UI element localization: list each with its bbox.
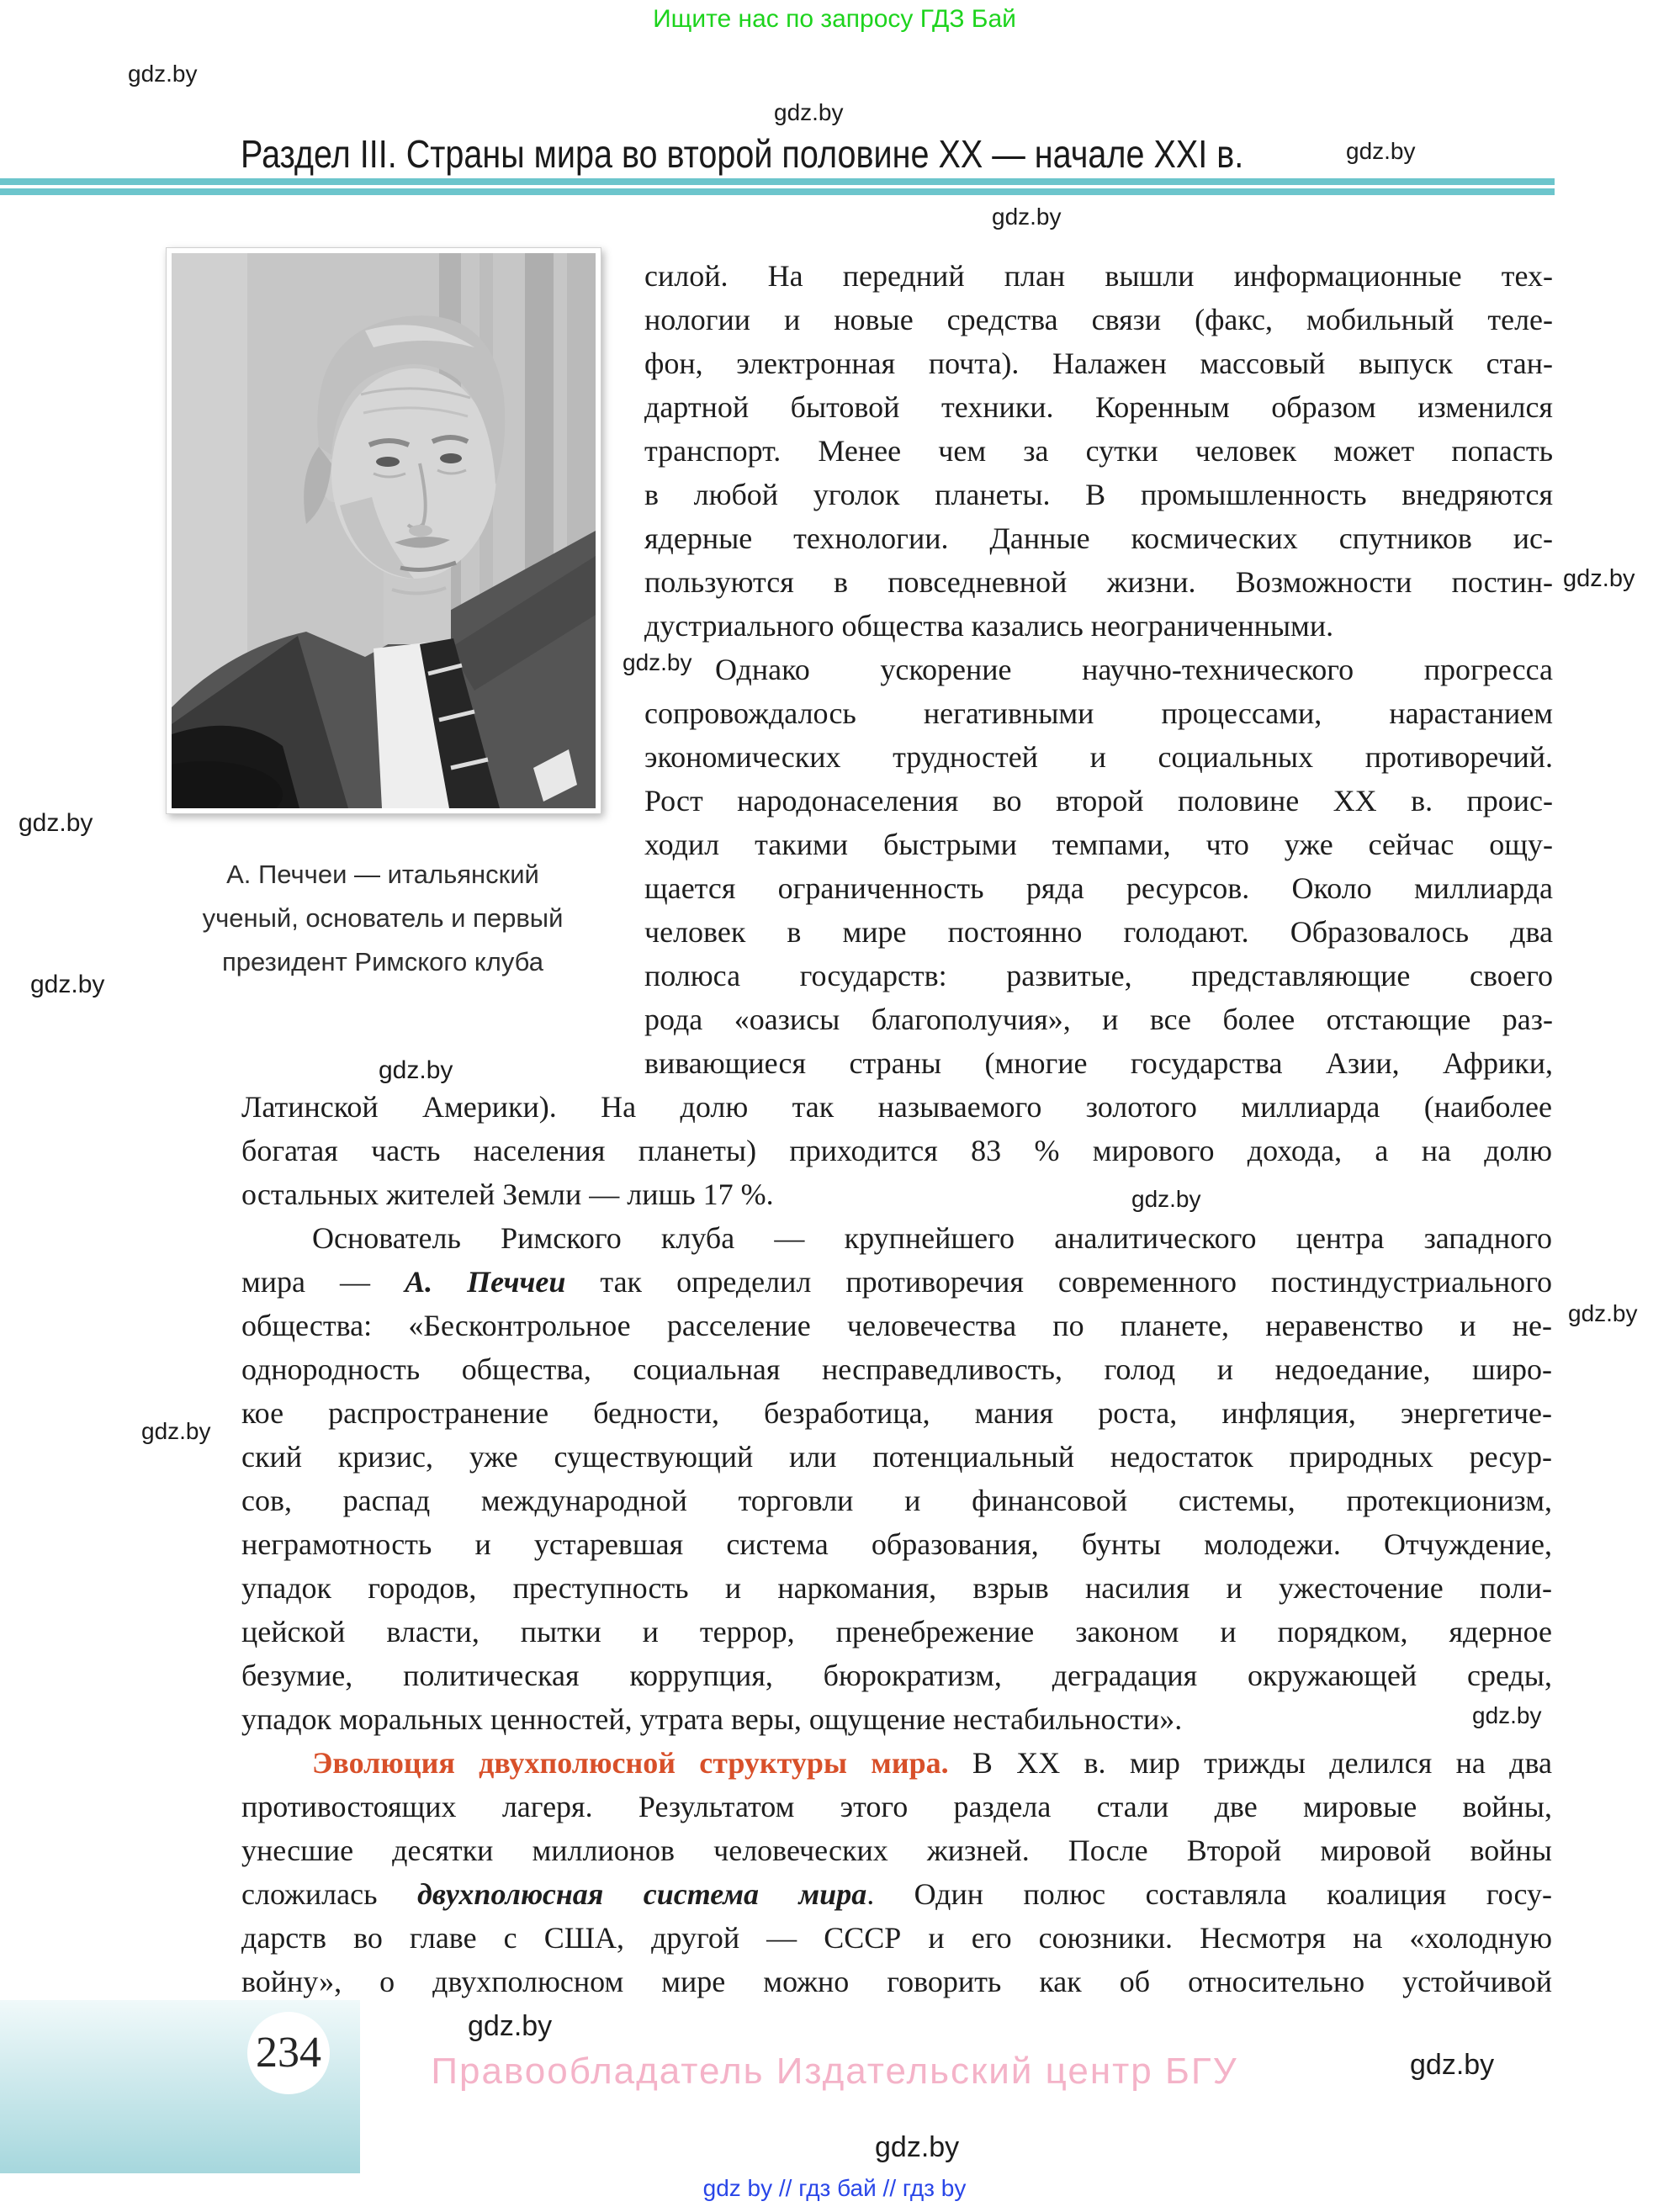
text-segment: фон, электронная почта). Налажен массовый выпуск стан- <box>644 347 1553 380</box>
gdz-watermark: gdz.by <box>992 204 1062 230</box>
text-segment: вивающиеся страны (многие государства Азии, Африки, <box>644 1046 1553 1080</box>
text-line <box>644 254 1553 298</box>
promo-banner: Ищите нас по запросу ГДЗ Бай <box>653 5 1016 33</box>
text-segment: общества: «Бесконтрольное расселение человечества по планете, неравенство и не- <box>241 1309 1552 1342</box>
text-segment: Латинской Америки). На долю так называемого золотого миллиарда (наиболее <box>241 1090 1552 1124</box>
text-segment: нологии и новые средства связи (факс, мобильный теле- <box>644 303 1553 336</box>
text-segment: неграмотность и устаревшая система образования, бунты молодежи. Отчуждение, <box>241 1527 1552 1561</box>
text-line <box>644 604 1553 648</box>
text-segment: пользуются в повседневной жизни. Возможности постин- <box>644 565 1553 599</box>
text-segment: упадок городов, преступность и наркомания, взрыв насилия и ужесточение поли- <box>241 1571 1552 1605</box>
text-line <box>241 1785 1552 1828</box>
text-segment: ходил такими быстрыми темпами, что уже сейчас ощу- <box>644 828 1553 861</box>
text-line <box>241 1216 1552 1260</box>
text-line <box>241 1741 1552 1785</box>
photo-caption-line: А. Печчеи — итальянский <box>226 860 539 889</box>
text-segment: безумие, политическая коррупция, бюрократизм, деградация окружающей среды, <box>241 1659 1552 1692</box>
gdz-watermark: gdz.by <box>623 649 692 675</box>
text-line <box>241 1172 1552 1216</box>
text-segment: дарств во главе с США, другой — СССР и его союзники. Несмотря на «холодную <box>241 1921 1552 1955</box>
text-segment: войну», о двухполюсном мире можно говорить как об относительно устойчивой <box>241 1965 1552 1998</box>
gdz-watermark: gdz.by <box>30 971 105 998</box>
text-line <box>241 1085 1552 1129</box>
text-segment: экономических трудностей и социальных противоречий. <box>644 740 1553 774</box>
portrait-illustration <box>172 253 596 808</box>
portrait-photo <box>166 247 601 814</box>
copyright-notice: Правообладатель Издательский центр БГУ <box>431 2051 1238 2092</box>
text-segment: противостоящих лагеря. Результатом этого раздела стали две мировые войны, <box>241 1790 1552 1823</box>
text-segment: А. Печчеи <box>405 1265 566 1299</box>
text-line <box>241 1304 1552 1347</box>
text-line <box>241 1916 1552 1960</box>
text-segment: сопровождалось негативными процессами, нарастанием <box>644 696 1553 730</box>
text-segment: так определил противоречия современного постиндустриального <box>565 1265 1552 1299</box>
gdz-watermark: gdz.by <box>128 61 198 87</box>
text-line <box>241 1960 1552 2003</box>
text-line <box>644 648 1553 691</box>
text-line <box>241 1347 1552 1391</box>
text-line <box>644 910 1553 954</box>
text-segment: двухполюсная система мира <box>416 1877 867 1911</box>
text-segment: щается ограниченность ряда ресурсов. Около миллиарда <box>644 871 1553 905</box>
text-segment: однородность общества, социальная несправедливость, голод и недоедание, широ- <box>241 1352 1552 1386</box>
text-segment: ский кризис, уже существующий или потенциальный недостаток природных ресур- <box>241 1440 1552 1474</box>
text-segment: Однако ускорение научно-технического прогресса <box>715 653 1553 686</box>
text-segment: цейской власти, пытки и террор, пренебрежение законом и порядком, ядерное <box>241 1615 1552 1648</box>
text-segment: унесшие десятки миллионов человеческих жизней. После Второй мировой войны <box>241 1834 1552 1867</box>
text-line <box>241 1391 1552 1435</box>
photo-caption-line: ученый, основатель и первый <box>202 903 564 933</box>
text-line <box>241 1697 1552 1741</box>
text-line <box>241 1610 1552 1654</box>
photo-caption-line: президент Римского клуба <box>222 947 543 976</box>
paragraph-heading: Эволюция двухполюсной структуры мира. <box>312 1746 949 1780</box>
text-segment: мира — <box>241 1265 405 1299</box>
text-line <box>241 1828 1552 1872</box>
text-segment: остальных жителей Земли — лишь 17 %. <box>241 1177 774 1211</box>
text-line <box>241 1872 1552 1916</box>
text-line <box>644 735 1553 779</box>
text-segment: богатая часть населения планеты) приходится 83 % мирового дохода, а на долю <box>241 1134 1552 1167</box>
text-segment: рода «оазисы благополучия», и все более отстающие раз- <box>644 1003 1553 1036</box>
text-segment: В XX в. мир трижды делился на два <box>948 1746 1552 1780</box>
gdz-watermark: gdz.by <box>379 1056 453 1084</box>
text-segment: сложилась <box>241 1877 417 1911</box>
gdz-watermark: gdz.by <box>774 99 844 125</box>
text-line <box>644 385 1553 429</box>
gdz-watermark: gdz.by <box>1472 1702 1542 1728</box>
photo-caption <box>157 853 608 984</box>
gdz-watermark: gdz.by <box>1410 2049 1495 2081</box>
text-segment: Основатель Римского клуба — крупнейшего аналитического центра западного <box>312 1221 1552 1255</box>
text-segment: упадок моральных ценностей, утрата веры, ощущение нестабильности». <box>241 1702 1183 1736</box>
gdz-watermark: gdz.by <box>19 809 93 837</box>
gdz-watermark: gdz.by <box>468 2010 553 2042</box>
text-segment: дартной бытовой техники. Коренным образом изменился <box>644 390 1553 424</box>
text-line <box>241 1129 1552 1172</box>
text-line <box>644 473 1553 516</box>
text-line <box>644 298 1553 341</box>
text-line <box>241 1566 1552 1610</box>
text-line <box>644 691 1553 735</box>
text-segment: полюса государств: развитые, представляющие своего <box>644 959 1553 992</box>
gdz-watermark: gdz.by <box>141 1418 211 1444</box>
text-line <box>644 1041 1553 1085</box>
text-line <box>644 823 1553 866</box>
text-segment: силой. На передний план вышли информационные тех- <box>644 259 1553 293</box>
text-segment: дустриального общества казались неограниченными. <box>644 609 1334 643</box>
text-line <box>241 1479 1552 1522</box>
text-line <box>644 866 1553 910</box>
text-segment: человек в мире постоянно голодают. Образовалось два <box>644 915 1553 949</box>
divider-line-bottom <box>0 188 1555 195</box>
text-segment: сов, распад международной торговли и финансовой системы, протекционизм, <box>241 1484 1552 1517</box>
text-line <box>644 954 1553 998</box>
body-text-full-width <box>241 1085 1552 2003</box>
gdz-watermark: gdz.by <box>1563 565 1635 592</box>
text-line <box>241 1260 1552 1304</box>
text-line <box>644 429 1553 473</box>
text-line <box>644 998 1553 1041</box>
text-line <box>241 1435 1552 1479</box>
text-line <box>644 779 1553 823</box>
text-line <box>644 341 1553 385</box>
text-segment: . Один полюс составляла коалиция госу- <box>866 1877 1552 1911</box>
gdz-watermark: gdz.by <box>1346 138 1416 164</box>
text-segment: Рост народонаселения во второй половине XX в. проис- <box>644 784 1553 818</box>
text-segment: кое распространение бедности, безработица, мания роста, инфляция, энергетиче- <box>241 1396 1552 1430</box>
text-segment: транспорт. Менее чем за сутки человек может попасть <box>644 434 1553 468</box>
divider-line-top <box>0 178 1555 185</box>
footer-links[interactable]: gdz by // гдз бай // гдз by <box>702 2175 967 2201</box>
text-line <box>644 516 1553 560</box>
gdz-watermark: gdz.by <box>875 2131 960 2163</box>
body-text-column <box>644 254 1553 1085</box>
text-line <box>241 1654 1552 1697</box>
gdz-watermark: gdz.by <box>1568 1300 1638 1326</box>
page-number: 234 <box>256 2029 321 2077</box>
section-header: Раздел III. Страны мира во второй половине XX — начале XXI в. <box>241 132 1244 176</box>
gdz-watermark: gdz.by <box>1131 1186 1201 1212</box>
text-segment: в любой уголок планеты. В промышленность внедряются <box>644 478 1553 511</box>
text-segment: ядерные технологии. Данные космических спутников ис- <box>644 521 1553 555</box>
text-line <box>644 560 1553 604</box>
text-line <box>241 1522 1552 1566</box>
